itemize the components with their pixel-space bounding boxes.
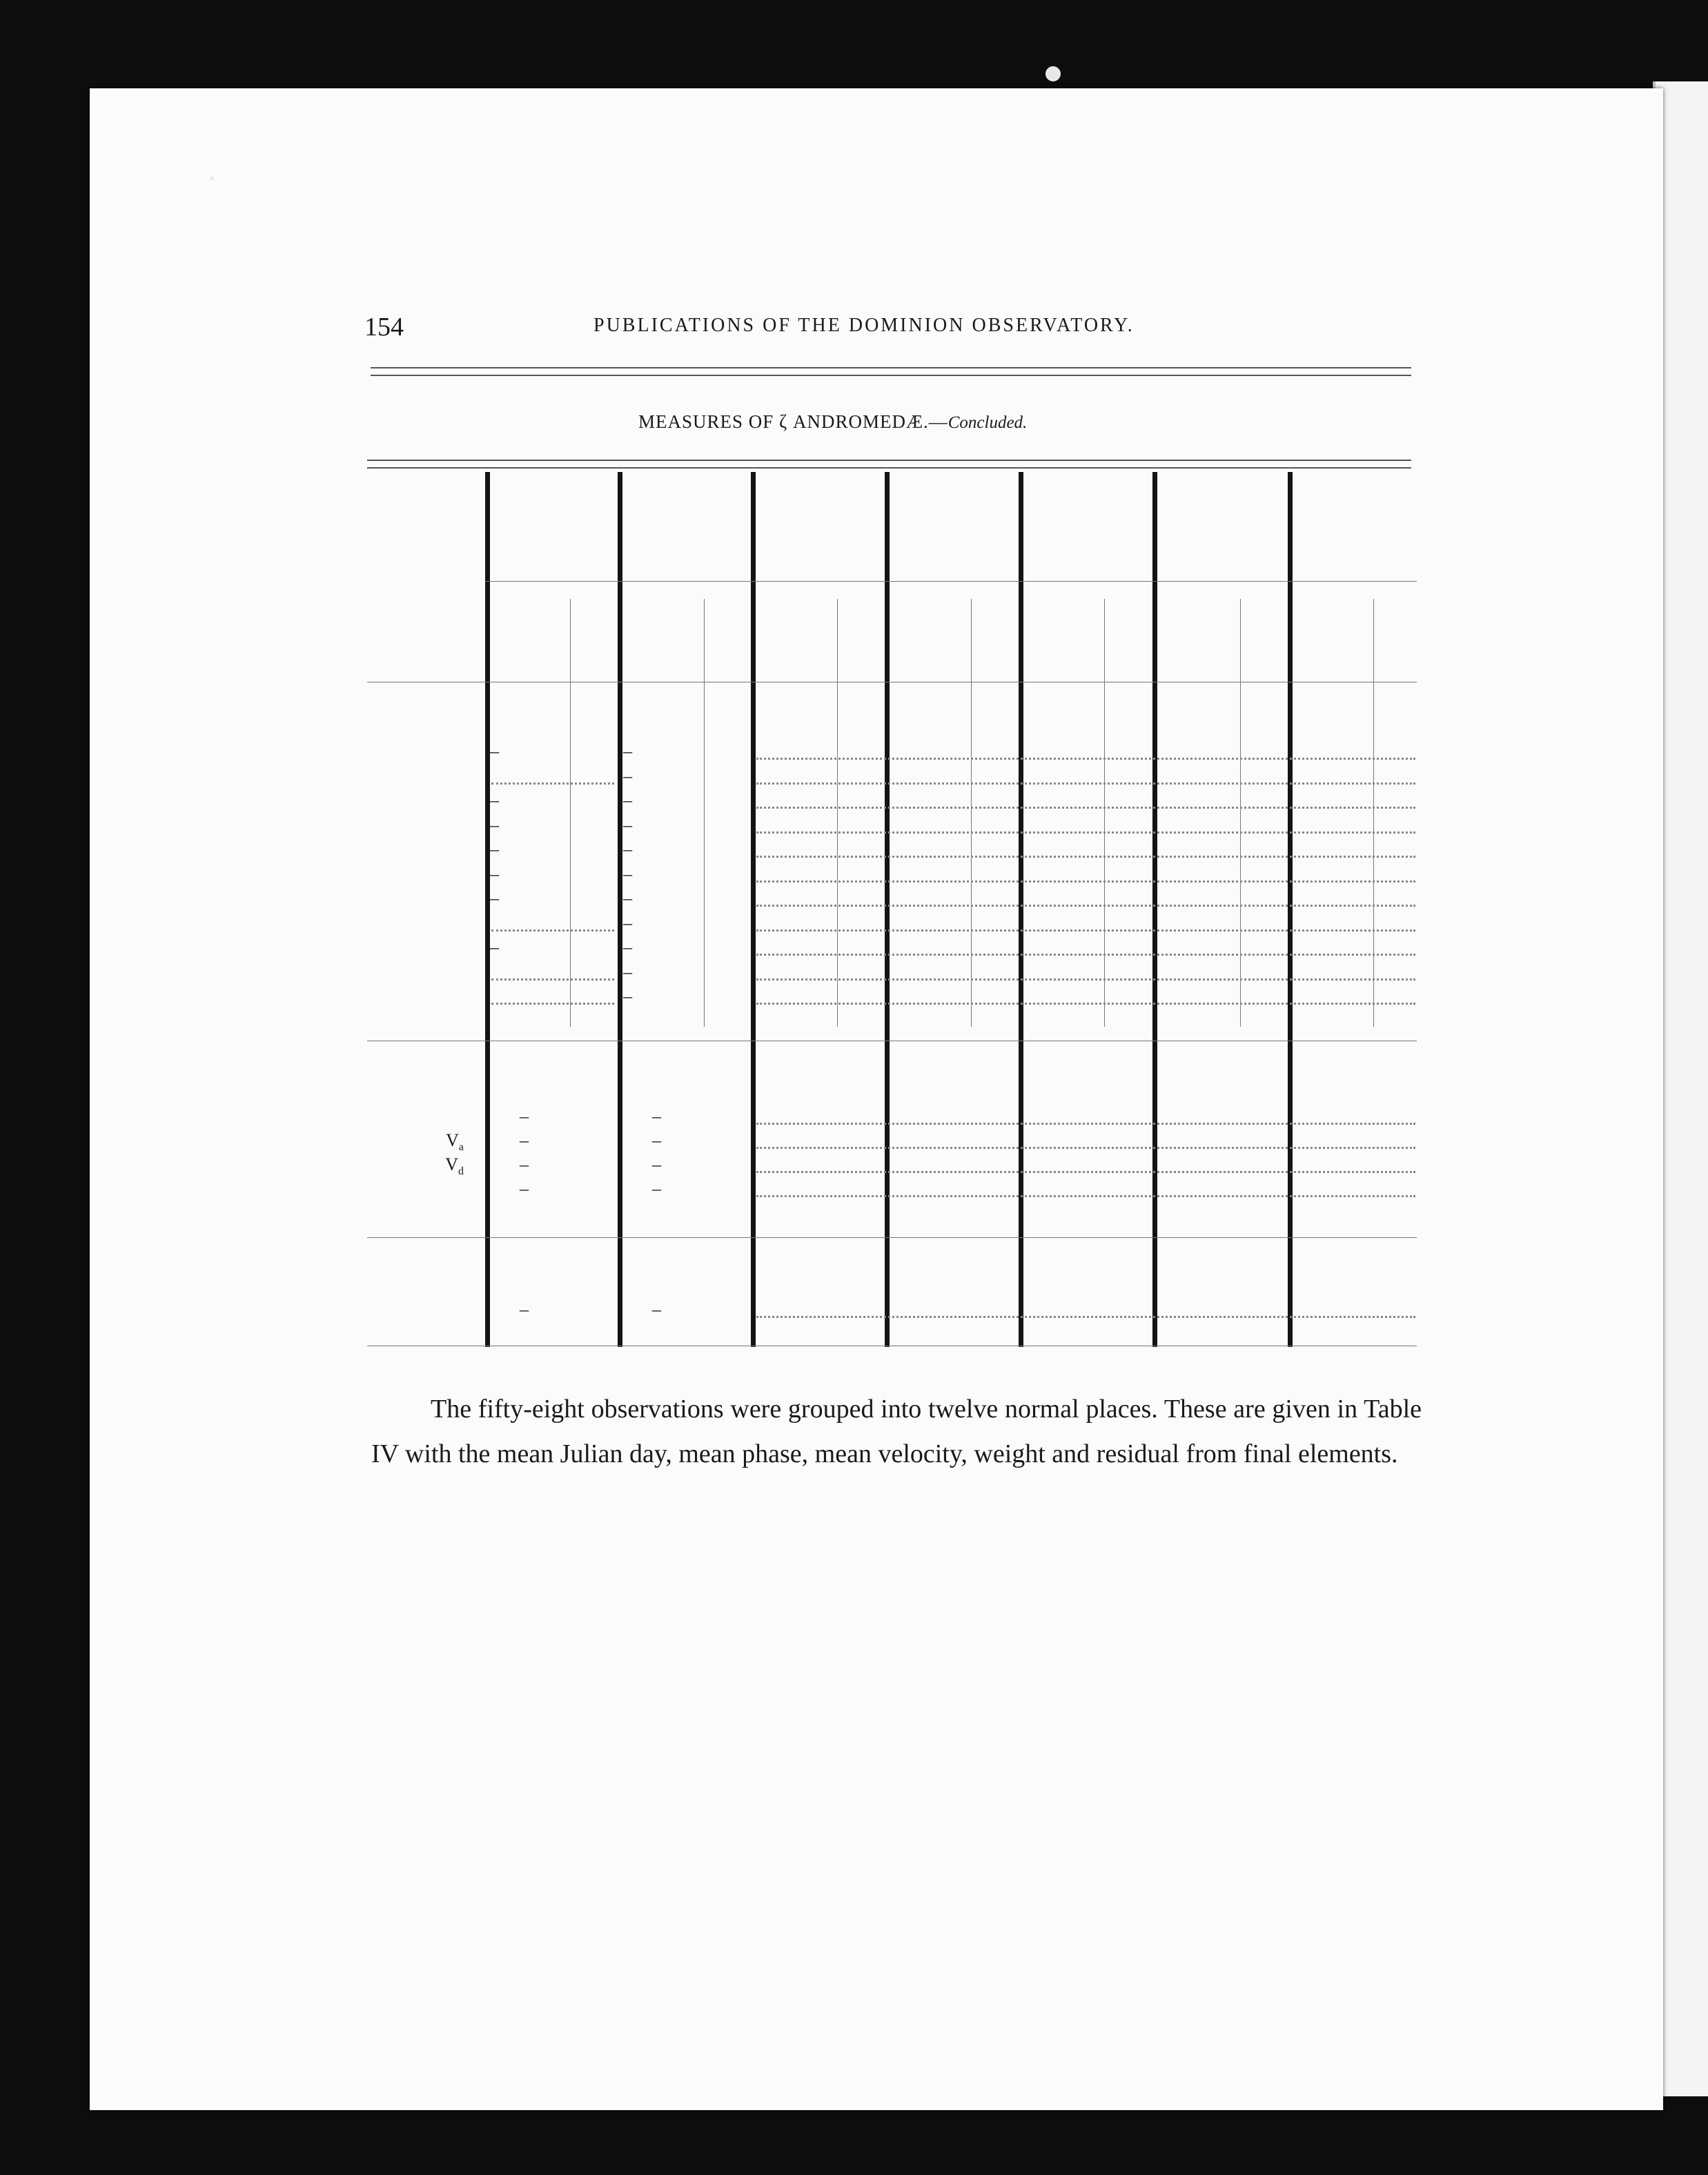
empty-cell-dots [491, 929, 614, 932]
column-divider [1288, 472, 1293, 1347]
scan-speck [210, 177, 214, 180]
scan-speck [1046, 66, 1061, 81]
minus-sign: – [623, 937, 632, 957]
minus-sign: – [520, 1154, 529, 1174]
minus-sign: – [623, 912, 632, 933]
empty-columns-dots [756, 831, 1415, 834]
page-number: 154 [364, 313, 404, 342]
summary-label-subscript: a [458, 1141, 464, 1154]
minus-sign: – [520, 1130, 529, 1150]
minus-sign: – [490, 814, 499, 835]
empty-columns-dots [756, 1123, 1415, 1125]
vel-wt-divider [1104, 599, 1105, 1027]
vel-wt-divider [1373, 599, 1374, 1027]
column-divider [618, 472, 622, 1347]
minus-sign: – [490, 790, 499, 810]
minus-sign: – [623, 790, 632, 810]
body-paragraph [371, 1387, 1422, 1477]
summary-label-subscript: d [458, 1165, 464, 1178]
empty-columns-dots [756, 1195, 1415, 1197]
column-divider [751, 472, 756, 1347]
running-title: PUBLICATIONS OF THE DOMINION OBSERVATORY. [593, 315, 1135, 336]
header-subrule [485, 581, 1417, 582]
table-rule-top [367, 460, 1411, 461]
empty-columns-dots [756, 807, 1415, 809]
empty-columns-dots [756, 758, 1415, 760]
minus-sign: – [520, 1299, 529, 1319]
empty-columns-dots [756, 880, 1415, 883]
empty-columns-dots [756, 1003, 1415, 1005]
minus-sign: – [623, 765, 632, 786]
empty-columns-dots [756, 929, 1415, 932]
minus-sign: – [623, 863, 632, 884]
vel-wt-divider [704, 599, 705, 1027]
vel-wt-divider [1240, 599, 1241, 1027]
paragraph-text: The fifty-eight observations were grouped into twelve normal places. These are given in Table IV with the mean Julian day, mean phase, mean velocity, weight and residual from final elements. [371, 1395, 1422, 1468]
empty-columns-dots [756, 1171, 1415, 1173]
summary-label-va [421, 1130, 464, 1154]
table-rule-top-2 [367, 467, 1411, 469]
minus-sign: – [652, 1154, 661, 1174]
empty-cell-dots [491, 1003, 614, 1005]
empty-columns-dots [756, 783, 1415, 785]
summary-bottom-rule [367, 1237, 1417, 1238]
document-page [90, 88, 1663, 2110]
minus-sign: – [490, 888, 499, 908]
minus-sign: – [652, 1130, 661, 1150]
table-title [638, 411, 1027, 433]
empty-columns-dots [756, 954, 1415, 956]
vel-wt-divider [570, 599, 571, 1027]
minus-sign: – [623, 741, 632, 761]
column-divider [885, 472, 890, 1347]
minus-sign: – [623, 888, 632, 908]
vel-wt-divider [837, 599, 838, 1027]
table-title-suffix: Concluded. [948, 413, 1028, 432]
minus-sign: – [623, 814, 632, 835]
empty-columns-dots [756, 1316, 1415, 1318]
minus-sign: – [623, 986, 632, 1006]
column-divider [485, 472, 490, 1347]
minus-sign: – [490, 741, 499, 761]
table-title-text: MEASURES OF ζ ANDROMEDÆ.— [638, 411, 948, 432]
column-divider [1152, 472, 1157, 1347]
summary-label-vd [421, 1154, 464, 1178]
empty-columns-dots [756, 856, 1415, 858]
minus-sign: – [652, 1179, 661, 1199]
minus-sign: – [652, 1106, 661, 1126]
empty-columns-dots [756, 905, 1415, 907]
summary-label-text: V [445, 1154, 458, 1174]
column-divider [1019, 472, 1023, 1347]
header-rule-bottom [371, 375, 1411, 376]
minus-sign: – [490, 937, 499, 957]
minus-sign: – [490, 839, 499, 859]
minus-sign: – [623, 961, 632, 982]
empty-cell-dots [491, 783, 614, 785]
summary-label-text: V [446, 1130, 459, 1150]
minus-sign: – [490, 863, 499, 884]
minus-sign: – [520, 1179, 529, 1199]
empty-columns-dots [756, 1147, 1415, 1149]
empty-columns-dots [756, 978, 1415, 981]
vel-wt-divider [971, 599, 972, 1027]
header-rule-top [371, 367, 1411, 368]
minus-sign: – [520, 1106, 529, 1126]
empty-cell-dots [491, 978, 614, 981]
minus-sign: – [623, 839, 632, 859]
minus-sign: – [652, 1299, 661, 1319]
